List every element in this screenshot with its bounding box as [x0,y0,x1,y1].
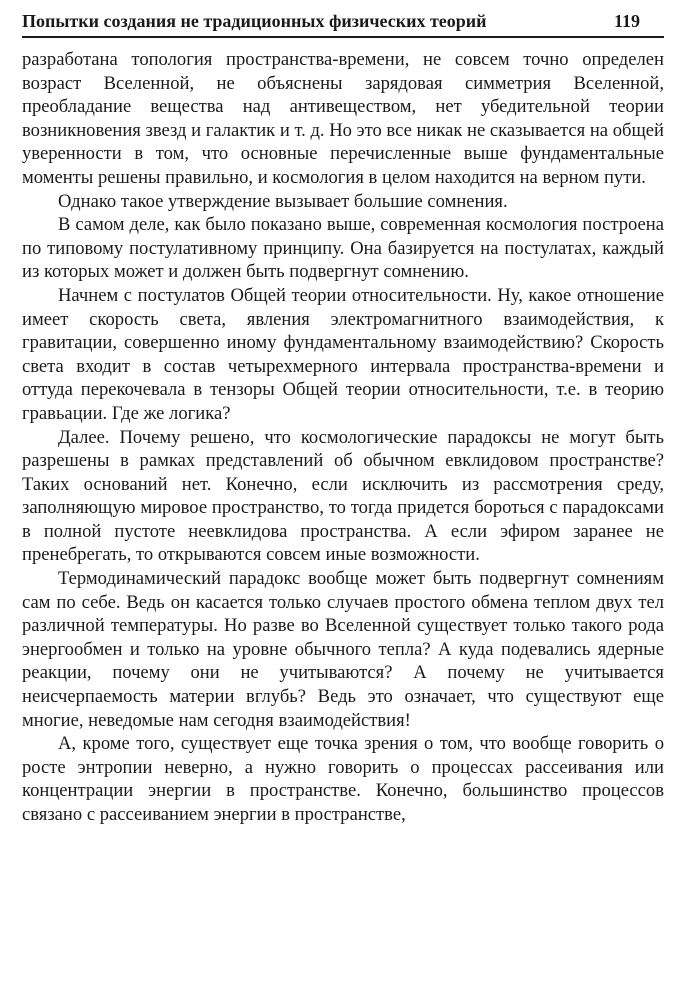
paragraph: Однако такое утверждение вызывает большие сомнения. [58,190,508,212]
page-number: 119 [613,11,640,31]
running-header-title: Попытки создания не традиционных физических теорий [22,11,487,31]
paragraph: Далее. Почему решено, что космологические парадоксы не могут быть разрешены в рамках представлений об обычном евклидовом пространстве? Таких оснований нет. Конечно, если исключить из рассмотрения среду, заполняющую мировое пространство, то тогда придется бороться с парадоксами в полной пустоте неевклидова пространства. А если эфиром заранее не пренебрегать, то открываются совсем иные возможности. [22,426,664,566]
paragraph: Термодинамический парадокс вообще может быть подвергнут сомнениям сам по себе. Ведь он касается только случаев простого обмена теплом двух тел различной температуры. Но разве во Вселенной существует только такого рода энергообмен и только на уровне обычного тепла? А куда подевались ядерные реакции, почему они не учитываются? А почему не учитывается неисчерпаемость материи вглубь? Ведь это означает, что существуют еще многие, неведомые нам сегодня взаимодействия! [22,568,664,731]
running-header [22,10,664,38]
body-text [22,48,664,827]
paragraph: Начнем с постулатов Общей теории относительности. Ну, какое отношение имеет скорость света, явления электромагнитного взаимодействия, к гравитации, совершенно иному фундаментальному взаимодействию? Скорость света входит в состав четырехмерного интервала пространства-времени и оттуда перекочевала в тензоры Общей теории относительности, т.е. в теорию гравьации. Где же логика? [22,284,664,424]
paragraph: А, кроме того, существует еще точка зрения о том, что вообще говорить о росте энтропии неверно, а нужно говорить о процессах рассеивания или концентрации энергии в пространстве. Конечно, большинство процессов связано с рассеиванием энергии в пространстве, [22,733,664,825]
paragraph: В самом деле, как было показано выше, современная космология построена по типовому постулативному принципу. Она базируется на постулатах, каждый из которых может и должен быть подвергнут сомнению. [22,214,664,283]
paragraph: разработана топология пространства-времени, не совсем точно определен возраст Вселенной, не объяснены зарядовая симметрия Вселенной, преобладание вещества над антивеществом, нет убедительной теории возникновения звезд и галактик и т. д. Но это все никак не сказывается на общей уверенности в том, что основные перечисленные выше фундаментальные моменты решены правильно, и космология в целом находится на верном пути. [22,49,664,188]
